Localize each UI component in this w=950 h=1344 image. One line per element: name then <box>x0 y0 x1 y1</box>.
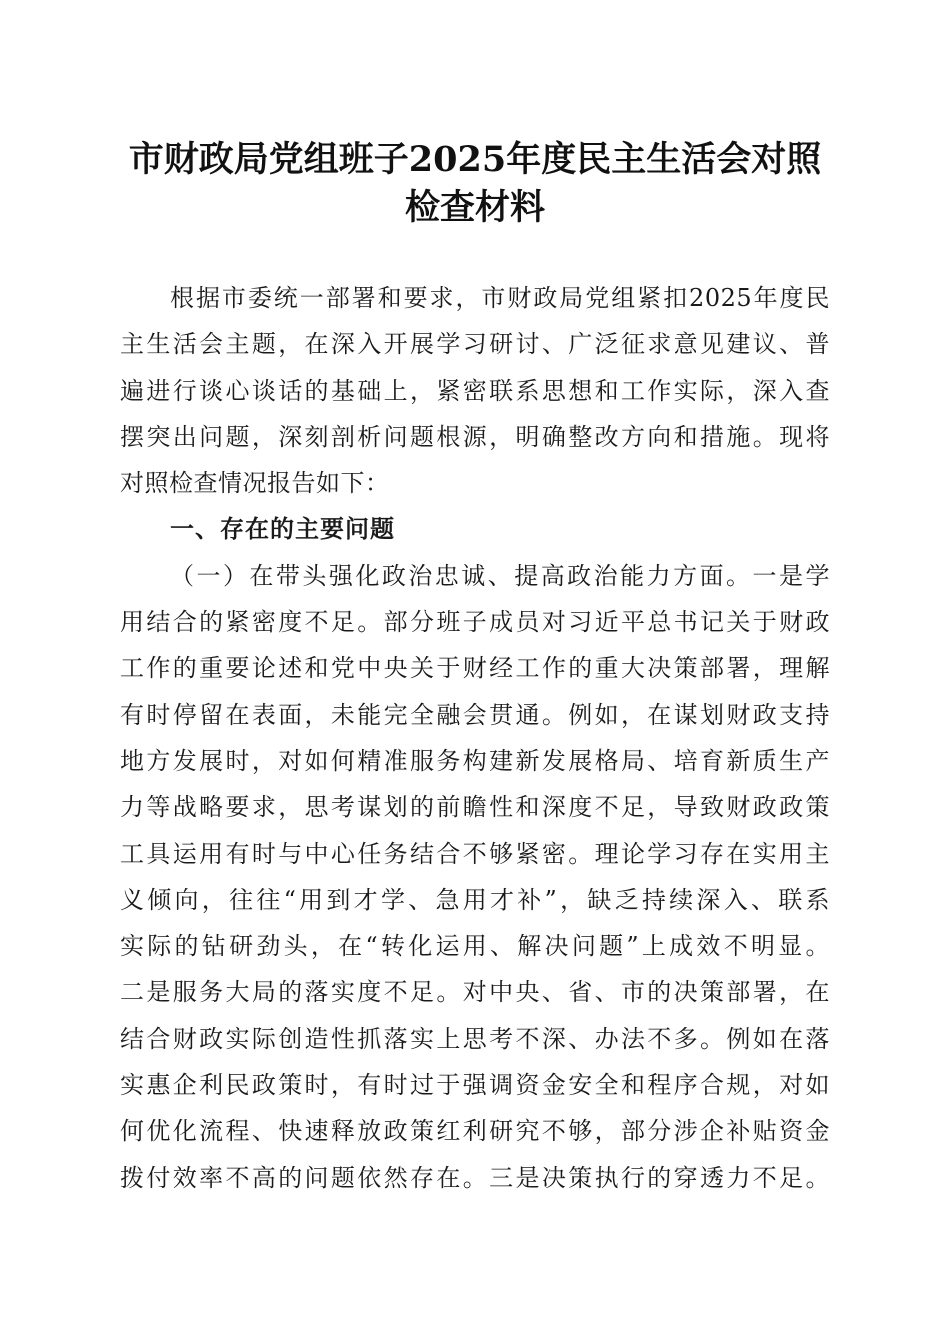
document-body <box>120 275 830 1201</box>
document-title-line-2: 检查材料 <box>404 187 545 228</box>
paragraph-line: 结合财政实际创造性抓落实上思考不深、办法不多。例如在落 <box>120 1024 830 1053</box>
paragraph-line: 有时停留在表面，未能完全融会贯通。例如，在谋划财政支持 <box>120 700 830 729</box>
paragraph-line: 实际的钻研劲头，在“转化运用、解决问题”上成效不明显。 <box>120 932 830 961</box>
paragraph-line: 根据市委统一部署和要求，市财政局党组紧扣2025年度民 <box>170 284 830 312</box>
paragraph-line: 摆突出问题，深刻剖析问题根源，明确整改方向和措施。现将 <box>120 422 830 451</box>
paragraph-line: （一）在带头强化政治忠诚、提高政治能力方面。一是学 <box>170 561 830 590</box>
paragraph-line: 用结合的紧密度不足。部分班子成员对习近平总书记关于财政 <box>120 608 830 637</box>
document-title-line-1: 市财政局党组班子2025年度民主生活会对照 <box>128 139 822 180</box>
paragraph-line: 何优化流程、快速释放政策红利研究不够，部分涉企补贴资金 <box>120 1117 830 1146</box>
paragraph-line: 地方发展时，对如何精准服务构建新发展格局、培育新质生产 <box>120 746 830 775</box>
paragraph-line: 对照检查情况报告如下： <box>120 469 390 498</box>
paragraph-line: 工具运用有时与中心任务结合不够紧密。理论学习存在实用主 <box>120 839 830 868</box>
paragraph-line: 遍进行谈心谈话的基础上，紧密联系思想和工作实际，深入查 <box>120 376 830 405</box>
paragraph-line: 工作的重要论述和党中央关于财经工作的重大决策部署，理解 <box>120 654 830 683</box>
paragraph-line: 拨付效率不高的问题依然存在。三是决策执行的穿透力不足。 <box>120 1163 830 1192</box>
paragraph-line: 主生活会主题，在深入开展学习研讨、广泛征求意见建议、普 <box>120 330 830 359</box>
section-heading: 一、存在的主要问题 <box>170 515 395 544</box>
paragraph-line: 二是服务大局的落实度不足。对中央、省、市的决策部署，在 <box>120 978 830 1007</box>
paragraph-line: 实惠企利民政策时，有时过于强调资金安全和程序合规，对如 <box>120 1071 830 1100</box>
paragraph-line: 义倾向，往往“用到才学、急用才补”，缺乏持续深入、联系 <box>120 885 830 914</box>
paragraph-line: 力等战略要求，思考谋划的前瞻性和深度不足，导致财政政策 <box>120 793 830 822</box>
